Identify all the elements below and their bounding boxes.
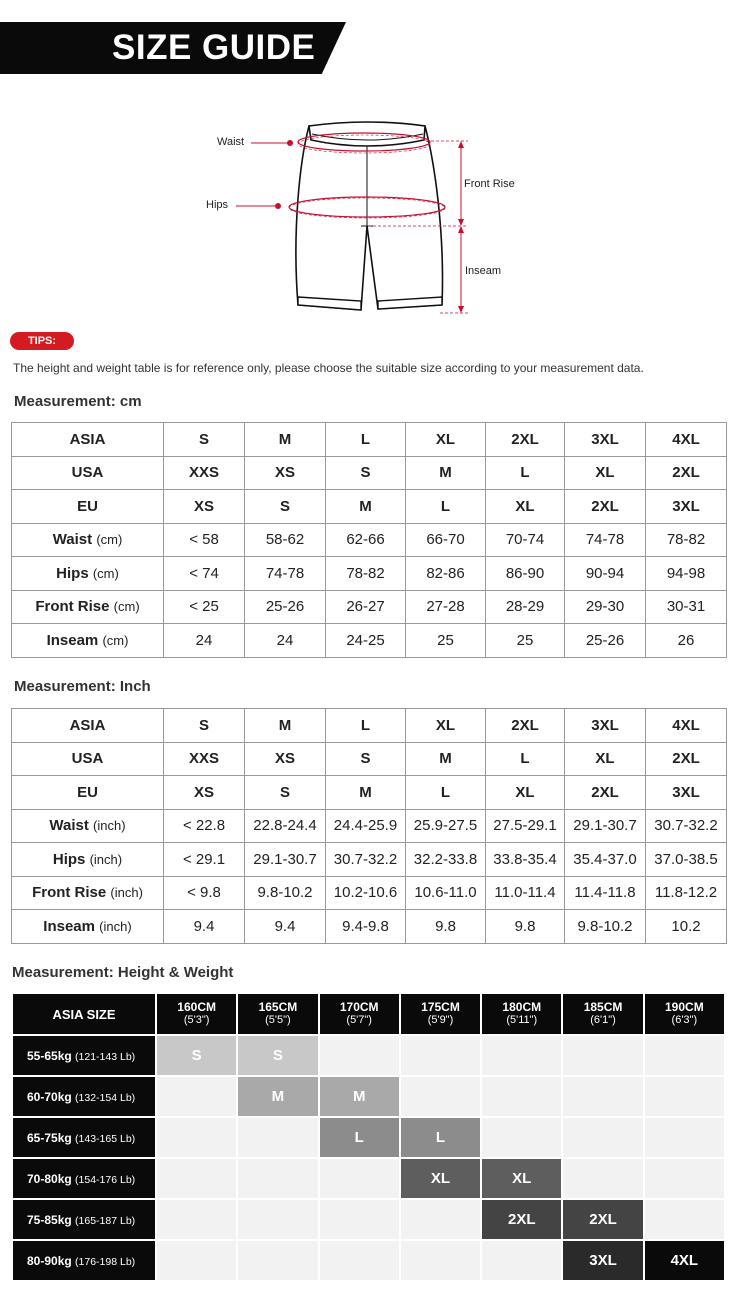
table-cell: 28-29	[486, 590, 565, 624]
table-cell: M	[406, 742, 486, 776]
row-header	[12, 876, 164, 910]
table-cell: XS	[245, 456, 326, 490]
table-cell: 29.1-30.7	[245, 843, 326, 877]
table-cell: 26	[646, 624, 727, 658]
row-label: ASIA	[69, 430, 106, 448]
row-header	[12, 523, 164, 557]
inseam-label: Inseam	[465, 265, 502, 277]
table-cell: 30.7-32.2	[326, 843, 406, 877]
size-cell	[320, 1036, 399, 1075]
table-row	[12, 709, 727, 743]
weight-lb: (121-143 Lb)	[75, 1050, 136, 1063]
table-cell: S	[326, 742, 406, 776]
size-cell	[238, 1118, 317, 1157]
cm-table-title: Measurement: cm	[14, 393, 142, 410]
page-title: SIZE GUIDE	[112, 28, 316, 67]
table-cell: 3XL	[646, 490, 727, 524]
table-row	[12, 490, 727, 524]
size-cell	[482, 1077, 561, 1116]
table-cell: 2XL	[565, 776, 646, 810]
table-cell: 24-25	[326, 624, 406, 658]
row-label: Inseam	[46, 631, 99, 649]
height-header	[482, 994, 561, 1034]
table-cell: 24	[164, 624, 245, 658]
table-cell: 10.2-10.6	[326, 876, 406, 910]
size-cell	[238, 1200, 317, 1239]
table-cell: 4XL	[646, 709, 727, 743]
size-cell	[645, 1159, 724, 1198]
inch-table-title: Measurement: Inch	[14, 678, 151, 695]
table-cell: XXS	[164, 742, 245, 776]
table-cell: 2XL	[646, 742, 727, 776]
height-cm: 175CM	[421, 1000, 460, 1014]
height-ft: (5'9")	[427, 1014, 454, 1026]
table-cell: 30.7-32.2	[646, 809, 727, 843]
table-cell: XL	[486, 490, 565, 524]
size-cell	[563, 1036, 642, 1075]
size-cell	[401, 1077, 480, 1116]
row-unit: (cm)	[113, 599, 140, 615]
row-label: Waist	[49, 817, 89, 835]
table-row	[12, 423, 727, 457]
weight-kg: 65-75kg	[27, 1130, 72, 1145]
table-cell: S	[164, 709, 245, 743]
hw-table-title: Measurement: Height & Weight	[12, 964, 234, 981]
table-cell: M	[326, 490, 406, 524]
row-label: USA	[71, 750, 104, 768]
weight-label	[13, 1118, 155, 1157]
row-header	[12, 624, 164, 658]
row-header	[12, 709, 164, 743]
row-unit: (inch)	[89, 851, 123, 867]
table-cell: 9.8-10.2	[565, 910, 646, 944]
size-cell	[482, 1036, 561, 1075]
table-cell: L	[326, 709, 406, 743]
table-cell: 30-31	[646, 590, 727, 624]
table-cell: 78-82	[646, 523, 727, 557]
row-label: Inseam	[43, 917, 95, 935]
table-cell: 2XL	[646, 456, 727, 490]
row-header	[12, 423, 164, 457]
height-ft: (5'5")	[265, 1014, 291, 1026]
table-cell: 3XL	[565, 423, 646, 457]
table-cell: XL	[406, 709, 486, 743]
weight-label	[13, 1200, 155, 1239]
row-header	[12, 843, 164, 877]
table-cell: 9.4	[245, 910, 326, 944]
table-cell: S	[245, 776, 326, 810]
table-row	[12, 776, 727, 810]
table-row	[12, 876, 727, 910]
size-cell	[157, 1241, 236, 1280]
size-cell	[157, 1118, 236, 1157]
row-label: USA	[71, 464, 104, 482]
table-cell: 35.4-37.0	[565, 843, 646, 877]
row-unit: (inch)	[99, 918, 132, 934]
table-cell: XS	[164, 776, 245, 810]
height-cm: 160CM	[177, 1000, 216, 1014]
table-cell: < 58	[164, 523, 245, 557]
table-cell: 27-28	[406, 590, 486, 624]
size-cell	[157, 1077, 236, 1116]
size-cell	[645, 1118, 724, 1157]
table-cell: XXS	[164, 456, 245, 490]
size-cell	[563, 1077, 642, 1116]
table-cell: 62-66	[326, 523, 406, 557]
table-cell: L	[406, 490, 486, 524]
table-cell: XL	[406, 423, 486, 457]
table-cell: M	[245, 423, 326, 457]
table-cell: XS	[245, 742, 326, 776]
size-cell: S	[157, 1036, 236, 1075]
size-cell: L	[401, 1118, 480, 1157]
table-cell: 37.0-38.5	[646, 843, 727, 877]
table-cell: 3XL	[646, 776, 727, 810]
size-cell	[238, 1159, 317, 1198]
table-cell: 9.8	[406, 910, 486, 944]
table-cell: 2XL	[486, 423, 565, 457]
table-cell: 32.2-33.8	[406, 843, 486, 877]
table-cell: 94-98	[646, 557, 727, 591]
height-cm: 185CM	[583, 1000, 623, 1014]
row-label: Front Rise	[35, 598, 110, 616]
hips-label: Hips	[206, 199, 229, 211]
height-header	[238, 994, 317, 1034]
table-cell: 70-74	[486, 523, 565, 557]
hw-row	[13, 1241, 724, 1280]
table-cell: XS	[164, 490, 245, 524]
size-cell	[401, 1241, 480, 1280]
table-cell: XL	[565, 742, 646, 776]
table-cell: 90-94	[565, 557, 646, 591]
size-cell	[320, 1159, 399, 1198]
asia-size-header: ASIA SIZE	[13, 994, 155, 1034]
size-cell	[401, 1036, 480, 1075]
table-cell: 11.8-12.2	[646, 876, 727, 910]
height-header	[401, 994, 480, 1034]
height-ft: (5'3")	[183, 1014, 210, 1026]
table-cell: S	[326, 456, 406, 490]
table-cell: 4XL	[646, 423, 727, 457]
hw-row	[13, 1077, 724, 1116]
table-cell: 25	[406, 624, 486, 658]
weight-kg: 70-80kg	[27, 1171, 72, 1186]
size-cell: 4XL	[645, 1241, 724, 1280]
height-cm: 170CM	[339, 1000, 379, 1014]
weight-label	[13, 1036, 155, 1075]
table-cell: 24	[245, 624, 326, 658]
row-unit: (inch)	[93, 818, 126, 834]
hw-header-row	[13, 994, 724, 1034]
height-ft: (5'11")	[506, 1014, 538, 1026]
row-header	[12, 910, 164, 944]
tips-text: The height and weight table is for reference only, please choose the suitable size according to your measurement data.	[13, 361, 644, 375]
height-cm: 190CM	[665, 1000, 704, 1014]
table-cell: M	[406, 456, 486, 490]
table-cell: 26-27	[326, 590, 406, 624]
table-cell: L	[326, 423, 406, 457]
table-cell: < 25	[164, 590, 245, 624]
table-cell: 22.8-24.4	[245, 809, 326, 843]
size-cell	[645, 1077, 724, 1116]
cm-size-table	[11, 422, 727, 658]
hw-row	[13, 1118, 724, 1157]
weight-label	[13, 1077, 155, 1116]
table-row	[12, 456, 727, 490]
table-cell: 25-26	[565, 624, 646, 658]
row-header	[12, 456, 164, 490]
table-cell: M	[326, 776, 406, 810]
row-unit: (inch)	[110, 885, 143, 901]
tips-badge: TIPS:	[10, 332, 74, 350]
size-cell	[157, 1159, 236, 1198]
size-cell	[157, 1200, 236, 1239]
size-cell: 2XL	[482, 1200, 561, 1239]
height-cm: 180CM	[502, 1000, 542, 1014]
size-cell	[482, 1241, 561, 1280]
table-cell: 29.1-30.7	[565, 809, 646, 843]
size-cell	[645, 1200, 724, 1239]
table-cell: 24.4-25.9	[326, 809, 406, 843]
size-cell	[238, 1241, 317, 1280]
table-cell: 2XL	[565, 490, 646, 524]
table-cell: L	[486, 742, 565, 776]
size-cell: XL	[401, 1159, 480, 1198]
row-label: EU	[77, 783, 98, 801]
row-label: Hips	[52, 850, 86, 868]
table-cell: 29-30	[565, 590, 646, 624]
table-cell: 86-90	[486, 557, 565, 591]
table-row	[12, 590, 727, 624]
hw-row	[13, 1159, 724, 1198]
table-cell: < 74	[164, 557, 245, 591]
table-cell: XL	[486, 776, 565, 810]
height-ft: (5'7")	[346, 1014, 372, 1026]
height-header	[157, 994, 236, 1034]
size-cell: M	[320, 1077, 399, 1116]
shorts-diagram	[0, 0, 737, 330]
table-cell: S	[245, 490, 326, 524]
size-cell: S	[238, 1036, 317, 1075]
row-label: Hips	[56, 564, 89, 582]
table-row	[12, 523, 727, 557]
table-cell: 3XL	[565, 709, 646, 743]
weight-lb: (143-165 Lb)	[75, 1132, 136, 1145]
size-cell: 2XL	[563, 1200, 642, 1239]
height-ft: (6'1")	[590, 1014, 616, 1026]
size-cell	[563, 1118, 642, 1157]
table-cell: L	[486, 456, 565, 490]
row-header	[12, 742, 164, 776]
table-cell: 25.9-27.5	[406, 809, 486, 843]
table-cell: 10.2	[646, 910, 727, 944]
table-row	[12, 624, 727, 658]
table-cell: 74-78	[245, 557, 326, 591]
row-unit: (cm)	[92, 565, 119, 581]
weight-label	[13, 1241, 155, 1280]
weight-kg: 80-90kg	[27, 1253, 72, 1268]
table-row	[12, 809, 727, 843]
table-cell: M	[245, 709, 326, 743]
table-cell: 58-62	[245, 523, 326, 557]
table-cell: 66-70	[406, 523, 486, 557]
row-header	[12, 557, 164, 591]
height-ft: (6'3")	[671, 1014, 698, 1026]
table-cell: L	[406, 776, 486, 810]
table-cell: XL	[565, 456, 646, 490]
height-header	[320, 994, 399, 1034]
hw-row	[13, 1036, 724, 1075]
row-label: EU	[77, 497, 98, 515]
table-cell: 78-82	[326, 557, 406, 591]
height-weight-table	[11, 992, 726, 1282]
table-cell: S	[164, 423, 245, 457]
table-cell: 9.4	[164, 910, 245, 944]
size-cell	[320, 1241, 399, 1280]
row-label: Waist	[52, 531, 93, 549]
size-cell	[563, 1159, 642, 1198]
weight-lb: (176-198 Lb)	[75, 1255, 136, 1268]
row-header	[12, 490, 164, 524]
table-cell: 74-78	[565, 523, 646, 557]
table-cell: 27.5-29.1	[486, 809, 565, 843]
size-cell: L	[320, 1118, 399, 1157]
size-cell	[645, 1036, 724, 1075]
row-header	[12, 590, 164, 624]
shorts-illustration	[0, 0, 737, 330]
height-cm: 165CM	[258, 1000, 298, 1014]
weight-kg: 60-70kg	[27, 1089, 72, 1104]
table-cell: 25	[486, 624, 565, 658]
table-row	[12, 910, 727, 944]
hw-row	[13, 1200, 724, 1239]
table-cell: 33.8-35.4	[486, 843, 565, 877]
waist-label: Waist	[217, 136, 245, 148]
size-cell	[482, 1118, 561, 1157]
table-row	[12, 742, 727, 776]
size-cell	[320, 1200, 399, 1239]
size-cell: M	[238, 1077, 317, 1116]
table-cell: 11.4-11.8	[565, 876, 646, 910]
table-cell: < 29.1	[164, 843, 245, 877]
weight-label	[13, 1159, 155, 1198]
height-header	[645, 994, 724, 1034]
weight-kg: 75-85kg	[27, 1212, 72, 1227]
front-rise-label: Front Rise	[464, 178, 515, 190]
row-unit: (cm)	[96, 532, 123, 548]
table-cell: 25-26	[245, 590, 326, 624]
weight-kg: 55-65kg	[27, 1048, 72, 1063]
weight-lb: (132-154 Lb)	[75, 1091, 136, 1104]
weight-lb: (165-187 Lb)	[75, 1214, 136, 1227]
table-cell: 9.8	[486, 910, 565, 944]
table-cell: 2XL	[486, 709, 565, 743]
table-cell: < 9.8	[164, 876, 245, 910]
table-cell: 9.4-9.8	[326, 910, 406, 944]
table-cell: 10.6-11.0	[406, 876, 486, 910]
row-header	[12, 776, 164, 810]
table-cell: 9.8-10.2	[245, 876, 326, 910]
weight-lb: (154-176 Lb)	[75, 1173, 136, 1186]
row-header	[12, 809, 164, 843]
table-cell: 11.0-11.4	[486, 876, 565, 910]
size-cell: XL	[482, 1159, 561, 1198]
table-cell: 82-86	[406, 557, 486, 591]
size-cell: 3XL	[563, 1241, 642, 1280]
table-row	[12, 557, 727, 591]
row-unit: (cm)	[102, 632, 129, 648]
table-cell: < 22.8	[164, 809, 245, 843]
row-label: ASIA	[69, 716, 106, 734]
inch-size-table	[11, 708, 727, 944]
size-cell	[401, 1200, 480, 1239]
height-header	[563, 994, 642, 1034]
row-label: Front Rise	[32, 884, 107, 902]
table-row	[12, 843, 727, 877]
